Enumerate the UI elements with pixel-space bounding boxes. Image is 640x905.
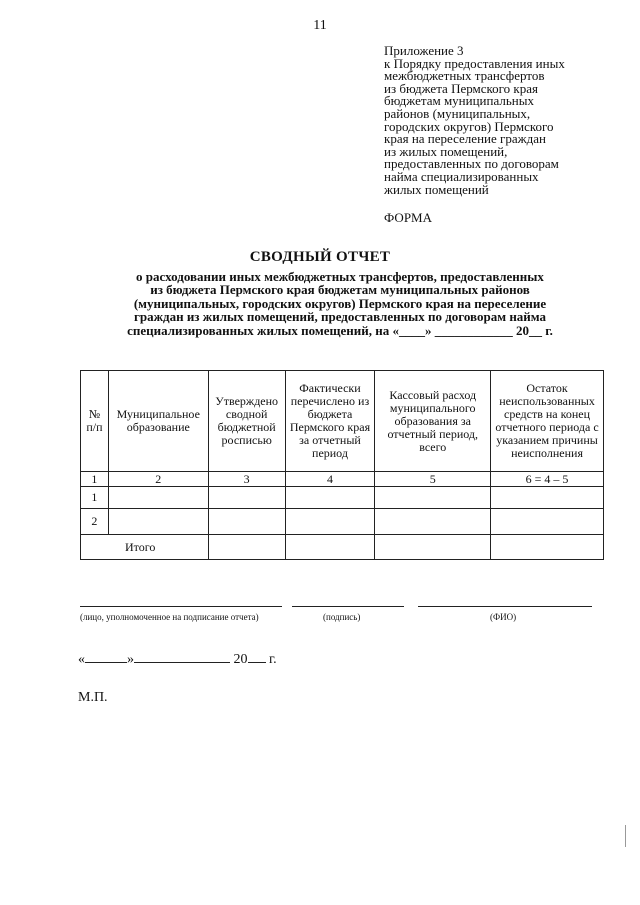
name-caption: (ФИО)	[490, 612, 517, 622]
appendix-line: края на переселение граждан	[384, 131, 546, 147]
header-cell-balance: Остаток неиспользованных средств на конец отчетного периода с указанием причины неисполнения	[491, 371, 604, 472]
date-open-quote: «	[78, 652, 85, 667]
column-number: 6 = 4 – 5	[491, 472, 604, 487]
seal-label: М.П.	[78, 690, 108, 705]
table-cell	[491, 487, 604, 509]
header-cell-number: № п/п	[81, 371, 109, 472]
appendix-line: найма специализированных	[384, 168, 539, 184]
subtitle-line: о расходовании иных межбюджетных трансфертов, предоставленных	[136, 269, 544, 284]
column-number-row	[81, 472, 604, 487]
appendix-line: из жилых помещений,	[384, 143, 508, 159]
table-cell	[208, 509, 285, 535]
day-blank	[85, 650, 127, 663]
appendix-line: районов (муниципальных,	[384, 105, 531, 121]
table-cell	[285, 509, 375, 535]
column-number: 4	[285, 472, 375, 487]
header-cell-municipality: Муниципальное образование	[108, 371, 208, 472]
table-cell	[491, 535, 604, 560]
column-number: 1	[81, 472, 109, 487]
table-cell	[491, 509, 604, 535]
subtitle-line: специализированных жилых помещений, на «____» ____________ 20__ г.	[127, 322, 553, 338]
scan-edge-mark	[625, 825, 626, 847]
table-cell	[108, 509, 208, 535]
report-subtitle	[60, 270, 620, 337]
column-number: 5	[375, 472, 491, 487]
appendix-line: городских округов) Пермского	[384, 118, 554, 134]
month-blank	[134, 650, 230, 663]
year-blank	[248, 650, 266, 663]
column-number: 3	[208, 472, 285, 487]
table-cell	[285, 487, 375, 509]
report-table	[80, 370, 604, 560]
signatory-caption: (лицо, уполномоченное на подписание отчета)	[80, 612, 259, 622]
table-cell	[375, 487, 491, 509]
total-label: Итого	[81, 535, 209, 560]
table-cell	[285, 535, 375, 560]
table-cell	[208, 487, 285, 509]
header-cell-transferred: Фактически перечислено из бюджета Пермского края за отчетный период	[285, 371, 375, 472]
total-row	[81, 535, 604, 560]
report-title: СВОДНЫЙ ОТЧЕТ	[249, 249, 391, 265]
row-number: 2	[81, 509, 109, 535]
appendix-line: межбюджетных трансфертов	[384, 68, 545, 84]
form-label: ФОРМА	[384, 210, 432, 225]
appendix-note	[384, 45, 624, 196]
signature-line	[292, 606, 404, 607]
date-line	[78, 650, 277, 668]
row-number: 1	[81, 487, 109, 509]
appendix-line: из бюджета Пермского края	[384, 80, 539, 96]
column-number: 2	[108, 472, 208, 487]
table-row	[81, 487, 604, 509]
table-cell	[108, 487, 208, 509]
table-cell	[375, 509, 491, 535]
header-cell-approved: Утверждено сводной бюджетной росписью	[208, 371, 285, 472]
subtitle-line: из бюджета Пермского края бюджетам муниципальных районов	[150, 282, 530, 298]
name-line	[418, 606, 592, 607]
appendix-line: Приложение 3	[384, 43, 464, 58]
subtitle-line: (муниципальных, городских округов) Пермского края на переселение	[133, 295, 547, 311]
appendix-line: жилых помещений	[384, 181, 489, 197]
table-header-row	[81, 371, 604, 472]
appendix-line: к Порядку предоставления иных	[384, 55, 565, 71]
table-cell	[375, 535, 491, 560]
year-suffix: г.	[269, 652, 277, 667]
appendix-line: бюджетам муниципальных	[384, 93, 534, 109]
signatory-line	[80, 606, 282, 607]
subtitle-line: граждан из жилых помещений, предоставленных по договорам найма	[133, 309, 547, 325]
header-cell-expenditure: Кассовый расход муниципального образования за отчетный период, всего	[375, 371, 491, 472]
table-row	[81, 509, 604, 535]
appendix-line: предоставленных по договорам	[384, 156, 559, 172]
year-prefix: 20	[233, 652, 248, 667]
table-cell	[208, 535, 285, 560]
date-close-quote: »	[127, 652, 134, 667]
signature-caption: (подпись)	[323, 612, 361, 622]
page-number: 11	[313, 18, 327, 33]
